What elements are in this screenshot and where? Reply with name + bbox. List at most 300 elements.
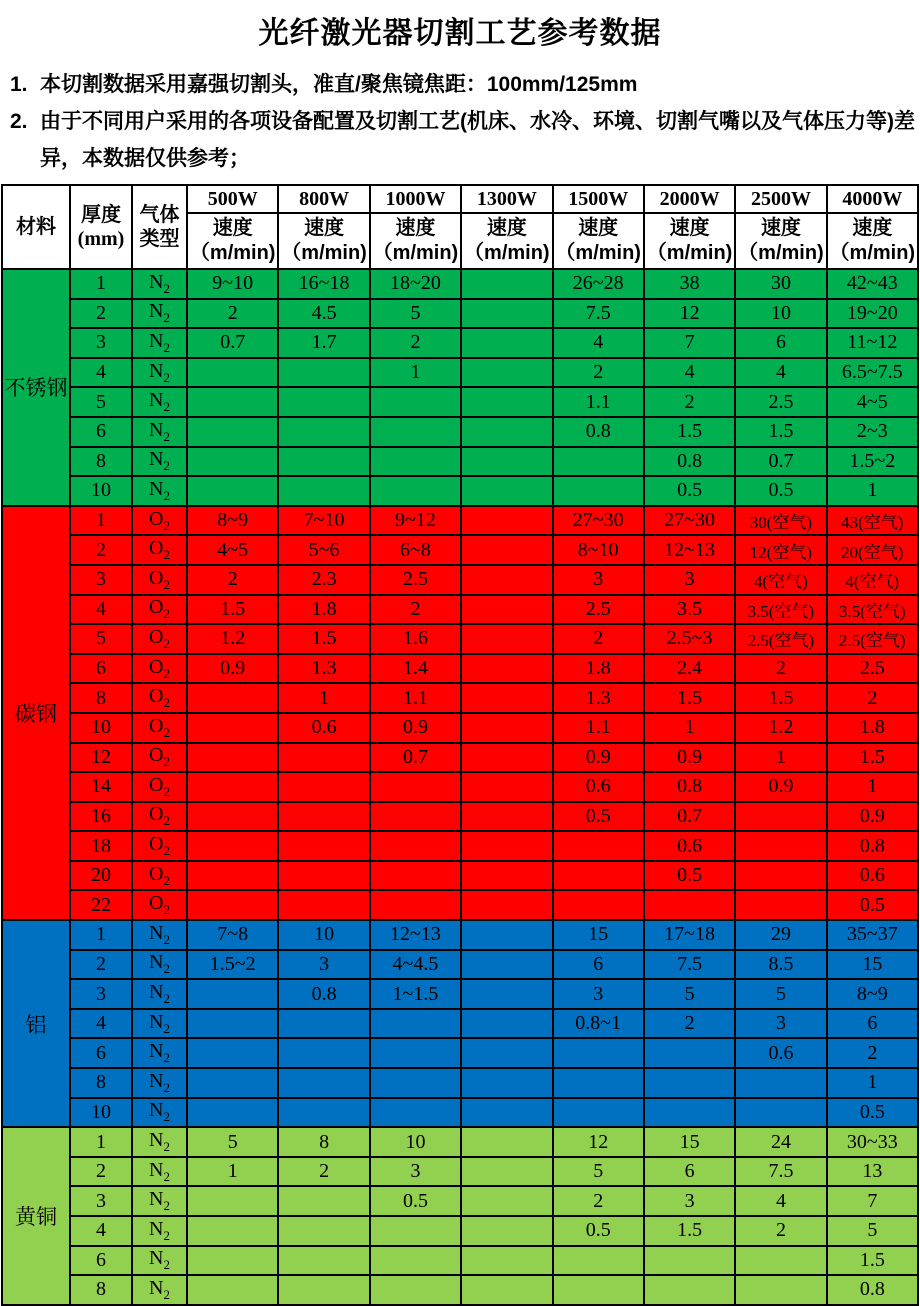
speed-cell: 0.5	[644, 476, 735, 506]
thickness-cell: 22	[70, 890, 132, 920]
speed-cell: 1.1	[553, 713, 644, 743]
speed-cell	[461, 535, 552, 565]
gas-cell: $O_2$	[132, 802, 187, 832]
material-cell: 不锈钢	[2, 269, 70, 506]
speed-cell	[461, 476, 552, 506]
speed-cell	[735, 1246, 826, 1276]
speed-cell: 6	[827, 1009, 918, 1039]
table-row	[2, 417, 918, 447]
speed-cell: 0.8	[644, 447, 735, 477]
speed-cell: 9~12	[370, 506, 461, 536]
speed-cell: 4~4.5	[370, 950, 461, 980]
speed-cell: 7.5	[644, 950, 735, 980]
thickness-cell: 8	[70, 1068, 132, 1098]
header-speed-500w: 速度 （m/min)	[187, 213, 278, 269]
speed-cell: 0.9	[187, 654, 278, 684]
speed-cell: 1	[827, 476, 918, 506]
speed-cell	[278, 1068, 369, 1098]
speed-cell: 24	[735, 1127, 826, 1157]
speed-cell	[461, 1098, 552, 1128]
speed-cell	[370, 1009, 461, 1039]
speed-cell: 1.1	[370, 683, 461, 713]
header-gas-type: 气体 类型	[132, 185, 187, 269]
thickness-cell: 3	[70, 565, 132, 595]
speed-cell: 0.6	[278, 713, 369, 743]
speed-cell	[461, 1186, 552, 1216]
speed-cell: 5	[735, 979, 826, 1009]
speed-cell: 35~37	[827, 920, 918, 950]
speed-cell: 7.5	[735, 1157, 826, 1187]
speed-cell	[278, 772, 369, 802]
thickness-cell: 12	[70, 743, 132, 773]
note-1-number: 1.	[10, 73, 28, 96]
note-2-text: 由于不同用户采用的各项设备配置及切割工艺(机床、水冷、环境、切割气嘴以及气体压力等)差异，本数据仅供参考；	[40, 110, 915, 170]
table-row	[2, 1098, 918, 1128]
speed-cell: 30~33	[827, 1127, 918, 1157]
speed-cell	[644, 1068, 735, 1098]
speed-cell: 3	[370, 1157, 461, 1187]
notes	[0, 52, 920, 177]
speed-cell: 0.9	[370, 713, 461, 743]
header-power-1500w: 1500W	[553, 185, 644, 213]
speed-cell: 1	[827, 1068, 918, 1098]
speed-cell: 1	[735, 743, 826, 773]
speed-cell: 12	[644, 299, 735, 329]
speed-cell: 17~18	[644, 920, 735, 950]
header-speed-4000w: 速度 （m/min)	[827, 213, 918, 269]
speed-cell	[278, 1275, 369, 1305]
speed-cell	[461, 624, 552, 654]
speed-cell	[187, 831, 278, 861]
table-row	[2, 447, 918, 477]
speed-cell	[370, 861, 461, 891]
speed-cell	[278, 417, 369, 447]
header-power-1300w: 1300W	[461, 185, 552, 213]
speed-cell	[370, 417, 461, 447]
table-row	[2, 624, 918, 654]
gas-cell: $N_2$	[132, 417, 187, 447]
speed-cell	[461, 1275, 552, 1305]
speed-cell	[370, 476, 461, 506]
thickness-cell: 5	[70, 624, 132, 654]
table-row	[2, 1127, 918, 1157]
speed-cell	[553, 861, 644, 891]
table-header	[2, 185, 918, 269]
table-row	[2, 358, 918, 388]
gas-cell: $O_2$	[132, 535, 187, 565]
speed-cell: 7	[827, 1186, 918, 1216]
cutting-data-table	[1, 184, 919, 1306]
speed-cell	[461, 417, 552, 447]
gas-cell: $N_2$	[132, 476, 187, 506]
speed-cell: 8~9	[827, 979, 918, 1009]
speed-cell	[278, 1009, 369, 1039]
speed-cell	[370, 1275, 461, 1305]
table-row	[2, 802, 918, 832]
thickness-cell: 4	[70, 1009, 132, 1039]
gas-cell: $N_2$	[132, 1009, 187, 1039]
speed-cell	[187, 713, 278, 743]
gas-cell: $O_2$	[132, 654, 187, 684]
speed-cell	[553, 1098, 644, 1128]
speed-cell: 2.5	[735, 387, 826, 417]
thickness-cell: 18	[70, 831, 132, 861]
speed-cell: 0.6	[644, 831, 735, 861]
table-row	[2, 950, 918, 980]
speed-cell	[735, 802, 826, 832]
speed-cell	[644, 1038, 735, 1068]
speed-cell: 6	[735, 328, 826, 358]
speed-cell	[278, 861, 369, 891]
speed-cell	[461, 1246, 552, 1276]
speed-cell: 1.3	[553, 683, 644, 713]
speed-cell: 8.5	[735, 950, 826, 980]
gas-cell: $O_2$	[132, 565, 187, 595]
speed-cell: 3.5	[644, 595, 735, 625]
header-speed-2500w: 速度 （m/min)	[735, 213, 826, 269]
table-row	[2, 654, 918, 684]
gas-cell: $N_2$	[132, 1068, 187, 1098]
speed-cell	[461, 506, 552, 536]
speed-cell: 0.5	[553, 802, 644, 832]
speed-cell	[644, 1275, 735, 1305]
speed-cell: 0.7	[370, 743, 461, 773]
speed-cell: 0.8~1	[553, 1009, 644, 1039]
speed-cell: 4~5	[187, 535, 278, 565]
speed-cell	[644, 1246, 735, 1276]
speed-cell: 1.5~2	[827, 447, 918, 477]
speed-cell: 1.5	[644, 1216, 735, 1246]
speed-cell: 2	[370, 595, 461, 625]
speed-cell	[278, 387, 369, 417]
speed-cell: 2	[827, 683, 918, 713]
speed-cell	[461, 595, 552, 625]
gas-cell: $O_2$	[132, 713, 187, 743]
speed-cell	[370, 1246, 461, 1276]
speed-cell: 1.5	[278, 624, 369, 654]
speed-cell	[278, 890, 369, 920]
gas-cell: $O_2$	[132, 683, 187, 713]
speed-cell: 1	[370, 358, 461, 388]
speed-cell: 1.6	[370, 624, 461, 654]
table-row	[2, 1275, 918, 1305]
thickness-cell: 8	[70, 447, 132, 477]
speed-cell	[461, 1157, 552, 1187]
speed-cell: 0.9	[827, 802, 918, 832]
speed-cell: 0.7	[644, 802, 735, 832]
speed-cell	[553, 1038, 644, 1068]
speed-cell: 8~9	[187, 506, 278, 536]
gas-cell: $N_2$	[132, 387, 187, 417]
speed-cell	[187, 1009, 278, 1039]
speed-cell: 1.2	[735, 713, 826, 743]
speed-cell	[187, 1068, 278, 1098]
speed-cell: 7~10	[278, 506, 369, 536]
speed-cell: 10	[735, 299, 826, 329]
speed-cell	[187, 447, 278, 477]
speed-cell	[461, 861, 552, 891]
thickness-cell: 20	[70, 861, 132, 891]
speed-cell: 3	[553, 565, 644, 595]
table-row	[2, 565, 918, 595]
header-power-1000w: 1000W	[370, 185, 461, 213]
speed-cell: 30	[735, 269, 826, 299]
speed-cell	[461, 654, 552, 684]
speed-cell: 0.5	[553, 1216, 644, 1246]
speed-cell	[461, 920, 552, 950]
thickness-cell: 6	[70, 417, 132, 447]
speed-cell: 1.3	[278, 654, 369, 684]
header-material: 材料	[2, 185, 70, 269]
speed-cell: 11~12	[827, 328, 918, 358]
speed-cell: 0.6	[735, 1038, 826, 1068]
table-body	[2, 269, 918, 1305]
speed-cell: 4(空气)	[827, 565, 918, 595]
speed-cell: 2	[553, 358, 644, 388]
speed-cell: 1.2	[187, 624, 278, 654]
speed-cell: 10	[370, 1127, 461, 1157]
speed-cell: 0.9	[553, 743, 644, 773]
speed-cell: 15	[644, 1127, 735, 1157]
gas-cell: $N_2$	[132, 979, 187, 1009]
table-row	[2, 1038, 918, 1068]
speed-cell: 1.5~2	[187, 950, 278, 980]
note-1-text: 本切割数据采用嘉强切割头，准直/聚焦镜焦距：100mm/125mm	[40, 73, 638, 96]
speed-cell	[187, 1038, 278, 1068]
speed-cell	[370, 387, 461, 417]
speed-cell	[278, 1216, 369, 1246]
speed-cell: 0.8	[278, 979, 369, 1009]
table-row	[2, 713, 918, 743]
thickness-cell: 4	[70, 595, 132, 625]
gas-cell: $O_2$	[132, 772, 187, 802]
speed-cell: 2~3	[827, 417, 918, 447]
header-speed-1500w: 速度 （m/min)	[553, 213, 644, 269]
speed-cell	[553, 1068, 644, 1098]
header-speed-2000w: 速度 （m/min)	[644, 213, 735, 269]
gas-cell: $N_2$	[132, 328, 187, 358]
speed-cell: 0.9	[735, 772, 826, 802]
speed-cell: 4	[735, 1186, 826, 1216]
thickness-cell: 10	[70, 476, 132, 506]
speed-cell	[278, 831, 369, 861]
thickness-cell: 10	[70, 1098, 132, 1128]
speed-cell: 5	[644, 979, 735, 1009]
speed-cell: 1.5	[827, 1246, 918, 1276]
gas-cell: $O_2$	[132, 595, 187, 625]
thickness-cell: 10	[70, 713, 132, 743]
thickness-cell: 4	[70, 1216, 132, 1246]
speed-cell: 2	[644, 1009, 735, 1039]
gas-cell: $O_2$	[132, 831, 187, 861]
thickness-cell: 3	[70, 1186, 132, 1216]
speed-cell: 2	[735, 654, 826, 684]
speed-cell: 1.5	[644, 417, 735, 447]
speed-cell: 0.8	[644, 772, 735, 802]
speed-cell: 2.5(空气)	[827, 624, 918, 654]
speed-cell: 19~20	[827, 299, 918, 329]
thickness-cell: 8	[70, 1275, 132, 1305]
gas-cell: $O_2$	[132, 506, 187, 536]
gas-cell: $N_2$	[132, 358, 187, 388]
speed-cell	[278, 1186, 369, 1216]
speed-cell: 2.5	[553, 595, 644, 625]
speed-cell	[553, 831, 644, 861]
table-row	[2, 772, 918, 802]
speed-cell	[278, 1098, 369, 1128]
thickness-cell: 2	[70, 299, 132, 329]
note-1	[10, 66, 920, 103]
thickness-cell: 1	[70, 920, 132, 950]
speed-cell: 43(空气)	[827, 506, 918, 536]
speed-cell: 29	[735, 920, 826, 950]
speed-cell: 0.7	[187, 328, 278, 358]
speed-cell: 2.5	[827, 654, 918, 684]
speed-cell: 27~30	[553, 506, 644, 536]
speed-cell: 1~1.5	[370, 979, 461, 1009]
speed-cell: 4	[553, 328, 644, 358]
gas-cell: $N_2$	[132, 447, 187, 477]
speed-cell	[278, 358, 369, 388]
speed-cell	[553, 1246, 644, 1276]
speed-cell	[461, 1009, 552, 1039]
speed-cell	[187, 1216, 278, 1246]
speed-cell: 38	[644, 269, 735, 299]
material-cell: 黄铜	[2, 1127, 70, 1305]
speed-cell: 12~13	[644, 535, 735, 565]
speed-cell	[187, 772, 278, 802]
speed-cell: 1.5	[187, 595, 278, 625]
speed-cell: 1.5	[735, 417, 826, 447]
speed-cell: 4~5	[827, 387, 918, 417]
gas-cell: $N_2$	[132, 1216, 187, 1246]
thickness-cell: 8	[70, 683, 132, 713]
speed-cell: 1.5	[827, 743, 918, 773]
page-title: 光纤激光器切割工艺参考数据	[258, 17, 662, 50]
speed-cell: 7.5	[553, 299, 644, 329]
speed-cell: 18~20	[370, 269, 461, 299]
speed-cell: 15	[827, 950, 918, 980]
speed-cell	[461, 1038, 552, 1068]
table-row	[2, 1009, 918, 1039]
speed-cell	[461, 772, 552, 802]
speed-cell: 20(空气)	[827, 535, 918, 565]
gas-cell: $N_2$	[132, 950, 187, 980]
speed-cell: 7~8	[187, 920, 278, 950]
speed-cell	[461, 1068, 552, 1098]
speed-cell: 3	[644, 565, 735, 595]
speed-cell	[553, 1275, 644, 1305]
speed-cell: 1	[187, 1157, 278, 1187]
speed-cell	[187, 802, 278, 832]
speed-cell: 0.6	[553, 772, 644, 802]
note-2	[10, 103, 920, 177]
speed-cell	[735, 1068, 826, 1098]
speed-cell: 13	[827, 1157, 918, 1187]
speed-cell	[278, 447, 369, 477]
speed-cell: 5	[553, 1157, 644, 1187]
gas-cell: $O_2$	[132, 743, 187, 773]
speed-cell: 0.5	[827, 890, 918, 920]
speed-cell	[370, 831, 461, 861]
header-speed-1300w: 速度 （m/min)	[461, 213, 552, 269]
speed-cell	[370, 447, 461, 477]
thickness-cell: 3	[70, 979, 132, 1009]
speed-cell: 1.4	[370, 654, 461, 684]
table-row	[2, 861, 918, 891]
speed-cell: 3	[278, 950, 369, 980]
speed-cell: 5	[370, 299, 461, 329]
speed-cell	[187, 1186, 278, 1216]
speed-cell	[461, 447, 552, 477]
note-2-number: 2.	[10, 110, 28, 133]
table-row	[2, 979, 918, 1009]
speed-cell: 4(空气)	[735, 565, 826, 595]
speed-cell	[461, 565, 552, 595]
table-row	[2, 1216, 918, 1246]
speed-cell: 10	[278, 920, 369, 950]
speed-cell	[461, 713, 552, 743]
thickness-cell: 1	[70, 506, 132, 536]
table-row	[2, 1186, 918, 1216]
speed-cell: 0.5	[827, 1098, 918, 1128]
speed-cell: 0.8	[827, 1275, 918, 1305]
thickness-cell: 2	[70, 950, 132, 980]
speed-cell	[187, 358, 278, 388]
speed-cell	[370, 772, 461, 802]
table-row	[2, 387, 918, 417]
speed-cell: 4	[735, 358, 826, 388]
speed-cell: 1	[644, 713, 735, 743]
table-row	[2, 476, 918, 506]
table-row	[2, 269, 918, 299]
speed-cell: 1.8	[553, 654, 644, 684]
speed-cell	[735, 861, 826, 891]
speed-cell	[370, 1068, 461, 1098]
speed-cell: 5	[827, 1216, 918, 1246]
speed-cell: 30(空气)	[735, 506, 826, 536]
gas-cell: $N_2$	[132, 1127, 187, 1157]
speed-cell: 8~10	[553, 535, 644, 565]
speed-cell: 3.5(空气)	[827, 595, 918, 625]
speed-cell: 2	[553, 1186, 644, 1216]
speed-cell	[461, 743, 552, 773]
header-speed-1000w: 速度 （m/min)	[370, 213, 461, 269]
speed-cell: 0.9	[644, 743, 735, 773]
speed-cell	[553, 447, 644, 477]
speed-cell	[187, 683, 278, 713]
speed-cell: 2	[278, 1157, 369, 1187]
gas-cell: $N_2$	[132, 1038, 187, 1068]
speed-cell: 26~28	[553, 269, 644, 299]
speed-cell: 6	[553, 950, 644, 980]
speed-cell	[553, 890, 644, 920]
speed-cell: 12(空气)	[735, 535, 826, 565]
speed-cell	[370, 1216, 461, 1246]
thickness-cell: 2	[70, 1157, 132, 1187]
gas-cell: $N_2$	[132, 1186, 187, 1216]
speed-cell: 3	[735, 1009, 826, 1039]
speed-cell: 7	[644, 328, 735, 358]
speed-cell: 1.8	[827, 713, 918, 743]
header-row-power	[2, 185, 918, 213]
speed-cell: 6~8	[370, 535, 461, 565]
speed-cell	[187, 1098, 278, 1128]
header-speed-800w: 速度 （m/min)	[278, 213, 369, 269]
speed-cell	[553, 476, 644, 506]
speed-cell	[278, 1038, 369, 1068]
speed-cell: 0.5	[644, 861, 735, 891]
